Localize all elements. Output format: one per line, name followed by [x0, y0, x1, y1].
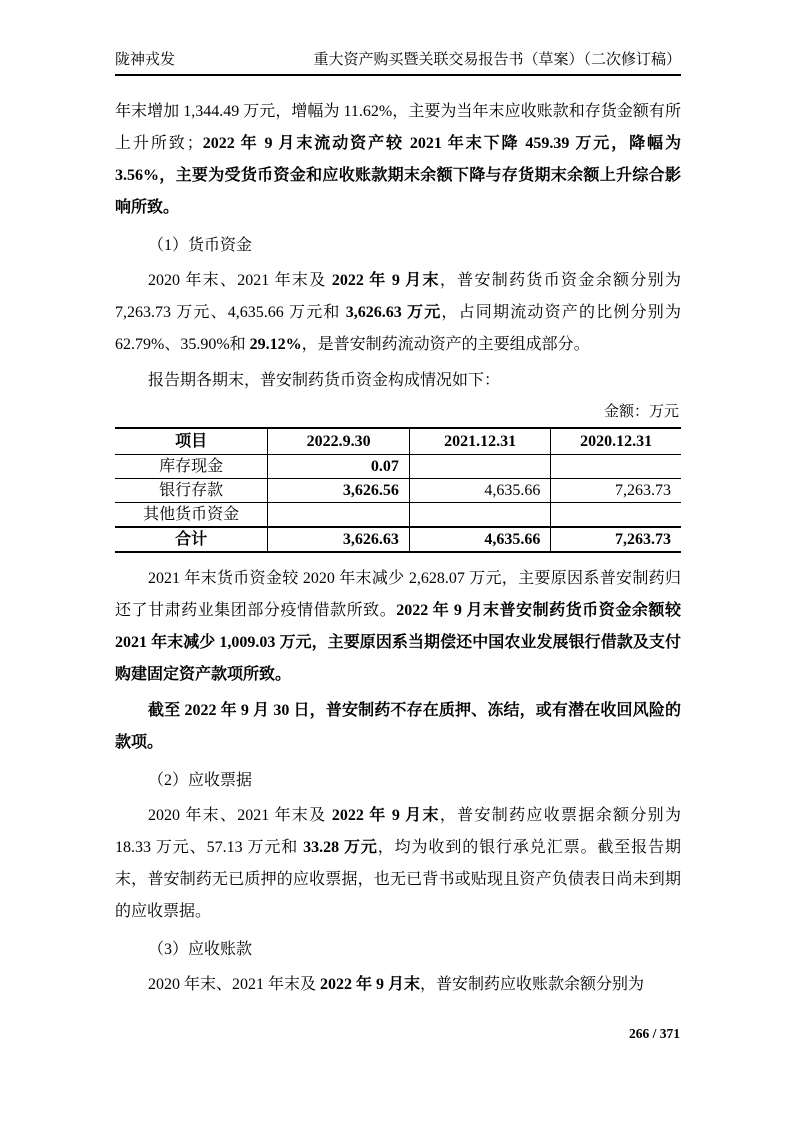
- table-cell: 7,263.73: [551, 479, 681, 503]
- text-run-bold: 2022 年 9 月末: [331, 807, 440, 824]
- text-run: 2021 年末货币资金较 2020 年末减少 2,628.07 万元，主要原因系普安制药归还了甘肃药业集团部分疫情借款所致。: [115, 570, 681, 619]
- table-cell: [268, 503, 410, 528]
- text-run-bold: 2022 年 9 月末流动资产较 2021 年末下降 459.39 万元，降幅为 3.56%，主要为受货币资金和应收账款期末余额下降与存货期末余额上升综合影响所致。: [115, 135, 681, 216]
- table-row-total: [115, 527, 681, 552]
- table-cell: [409, 503, 551, 528]
- table-cell: 银行存款: [115, 479, 268, 503]
- text-run-bold: 2022 年 9 月末普安制药货币资金余额较 2021 年末减少 1,009.03 万元，主要原因系当期偿还中国农业发展银行借款及支付购建固定资产款项所致。: [115, 602, 681, 683]
- paragraph-current-assets-change: [115, 96, 681, 224]
- table-header-cell-item: 项目: [115, 428, 268, 455]
- paragraph-monetary-funds-overview: [115, 265, 681, 361]
- table-unit-caption: 金额：万元: [603, 404, 679, 420]
- table-row-bank-deposits: [115, 479, 681, 503]
- table-cell: 3,626.56: [268, 479, 410, 503]
- paragraph-accounts-receivable: [115, 969, 681, 1001]
- table-cell: [551, 503, 681, 528]
- paragraph-no-pledge-statement: 截至 2022 年 9 月 30 日，普安制药不存在质押、冻结，或有潜在收回风险的款项。: [115, 702, 681, 751]
- header-doc-title: 重大资产购买暨关联交易报告书（草案）（二次修订稿）: [313, 52, 681, 68]
- section-heading-accounts-receivable: （3）应收账款: [148, 941, 253, 958]
- text-run-bold: 2022 年 9 月末: [320, 976, 421, 993]
- table-cell: 4,635.66: [409, 527, 551, 552]
- table-cell: 7,263.73: [551, 527, 681, 552]
- table-cell: 合计: [115, 527, 268, 552]
- paragraph-monetary-funds-change: [115, 563, 681, 691]
- table-row-cash-on-hand: [115, 455, 681, 479]
- text-run-bold: 2022 年 9 月末: [331, 272, 440, 289]
- document-body: [115, 96, 681, 1001]
- table-header-cell-2022: 2022.9.30: [268, 428, 410, 455]
- table-header-cell-2020: 2020.12.31: [580, 433, 653, 450]
- page-number: 266 / 371: [628, 1026, 680, 1041]
- section-heading-monetary-funds: （1）货币资金: [148, 237, 253, 254]
- text-run: ，普安制药应收票据余额分别为 18.33 万元、57.13 万元和: [115, 807, 681, 856]
- text-run-bold: 33.28 万元: [303, 839, 378, 856]
- header-company: 陇神戎发: [115, 52, 176, 68]
- table-header-cell-2021: 2021.12.31: [409, 428, 551, 455]
- page-header: [115, 50, 681, 76]
- table-cell: 0.07: [268, 455, 410, 479]
- text-run: 2020 年末、2021 年末及: [148, 807, 332, 824]
- monetary-funds-table: [115, 427, 681, 553]
- text-run: 2020 年末、2021 年末及: [148, 272, 332, 289]
- paragraph-notes-receivable: [115, 800, 681, 928]
- paragraph-table-intro: 报告期各期末，普安制药货币资金构成情况如下：: [148, 372, 501, 389]
- table-cell: 3,626.63: [268, 527, 410, 552]
- text-run: ，普安制药应收账款余额分别为: [420, 976, 645, 993]
- table-cell: 其他货币资金: [115, 503, 268, 528]
- table-cell: 库存现金: [115, 455, 268, 479]
- table-cell: 4,635.66: [409, 479, 551, 503]
- text-run: ，普安制药货币资金余额分别为 7,263.73 万元、4,635.66 万元和: [115, 272, 681, 321]
- text-run: ，占同期流动资产的比例分别为 62.79%、35.90%和: [115, 304, 681, 353]
- text-run: 2020 年末、2021 年末及: [148, 976, 321, 993]
- text-run: ，均为收到的银行承兑汇票。截至报告期末，普安制药无已质押的应收票据，也无已背书或贴现且资产负债表日尚未到期的应收票据。: [115, 839, 681, 920]
- section-heading-notes-receivable: （2）应收票据: [148, 772, 253, 789]
- table-row-other-monetary-funds: [115, 503, 681, 528]
- text-run: ，是普安制药流动资产的主要组成部分。: [301, 336, 590, 353]
- table-header-row: [115, 428, 681, 455]
- table-cell: [409, 455, 551, 479]
- text-run: 年末增加 1,344.49 万元，增幅为 11.62%，主要为当年末应收账款和存货金额有所上升所致；: [115, 103, 681, 152]
- table-cell: [551, 455, 681, 479]
- text-run-bold: 3,626.63 万元: [345, 304, 442, 321]
- text-run-bold: 29.12%: [249, 336, 302, 353]
